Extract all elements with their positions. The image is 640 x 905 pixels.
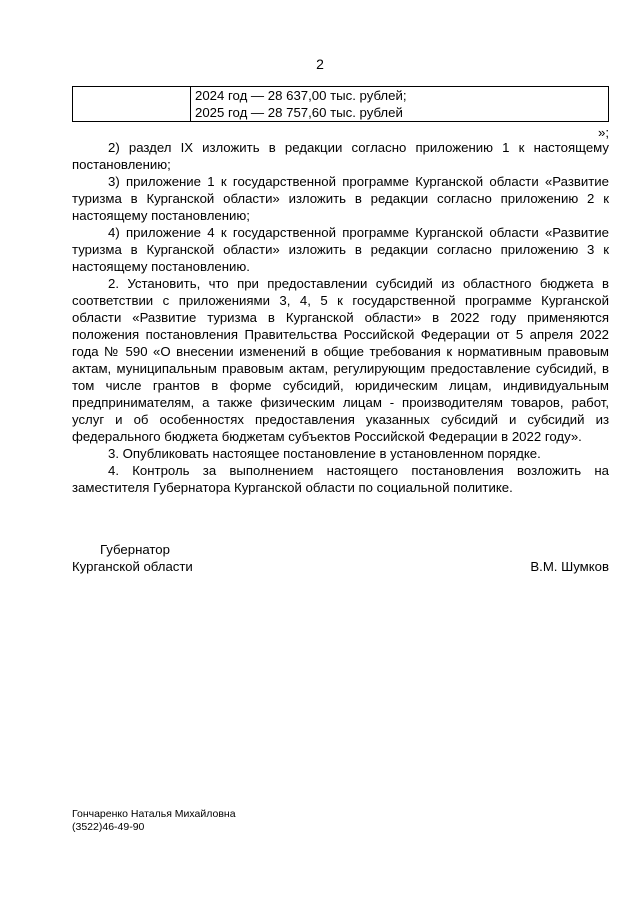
paragraph: 2. Установить, что при предоставлении субсидий из областного бюджета в соответствии с приложениями 3, 4, 5 к государственной программе Курганской области «Развитие туризма в Курганской области» в 2022 году применяются положения постановления Правительства Российской Федерации от 5 апреля 2022 года № 590 «О внесении изменений в общие требования к нормативным правовым актам, муниципальным правовым актам, регулирующим предоставление субсидий, в том числе грантов в форме субсидий, юридическим лицам, индивидуальным предпринимателям, а также физическим лицам - производителям товаров, работ, услуг и об особенностях предоставления указанных субсидий и субсидий из федерального бюджета бюджетам субъектов Российской Федерации в 2022 году». [72,276,609,444]
signatory-title [72,541,193,575]
signatory-title-line: Курганской области [72,559,193,574]
signatory-name: В.М. Шумков [530,559,609,574]
executor-phone: (3522)46-49-90 [72,821,145,833]
page-number: 2 [316,56,324,72]
table-cell-empty [73,87,191,122]
executor-name: Гончаренко Наталья Михайловна [72,808,236,820]
paragraph: 4. Контроль за выполнением настоящего постановления возложить на заместителя Губернатора Курганской области по социальной политике. [72,463,609,495]
paragraph: 3. Опубликовать настоящее постановление в установленном порядке. [108,446,541,461]
paragraph: 3) приложение 1 к государственной программе Курганской области «Развитие туризма в Курганской области» изложить в редакции согласно приложению 2 к настоящему постановлению; [72,174,609,223]
executor-info [72,808,236,834]
document-body [72,139,609,496]
closing-quote: »; [598,125,609,140]
table-cell: 2025 год — 28 757,60 тыс. рублей [191,104,609,122]
paragraph: 2) раздел IX изложить в редакции согласно приложению 1 к настоящему постановлению; [72,140,609,172]
paragraph: 4) приложение 4 к государственной программе Курганской области «Развитие туризма в Курганской области» изложить в редакции согласно приложению 3 к настоящему постановлению. [72,225,609,274]
funding-table [72,86,609,122]
signatory-title-line: Губернатор [100,542,170,557]
table-cell: 2024 год — 28 637,00 тыс. рублей; [191,87,609,105]
table-row [73,87,609,105]
